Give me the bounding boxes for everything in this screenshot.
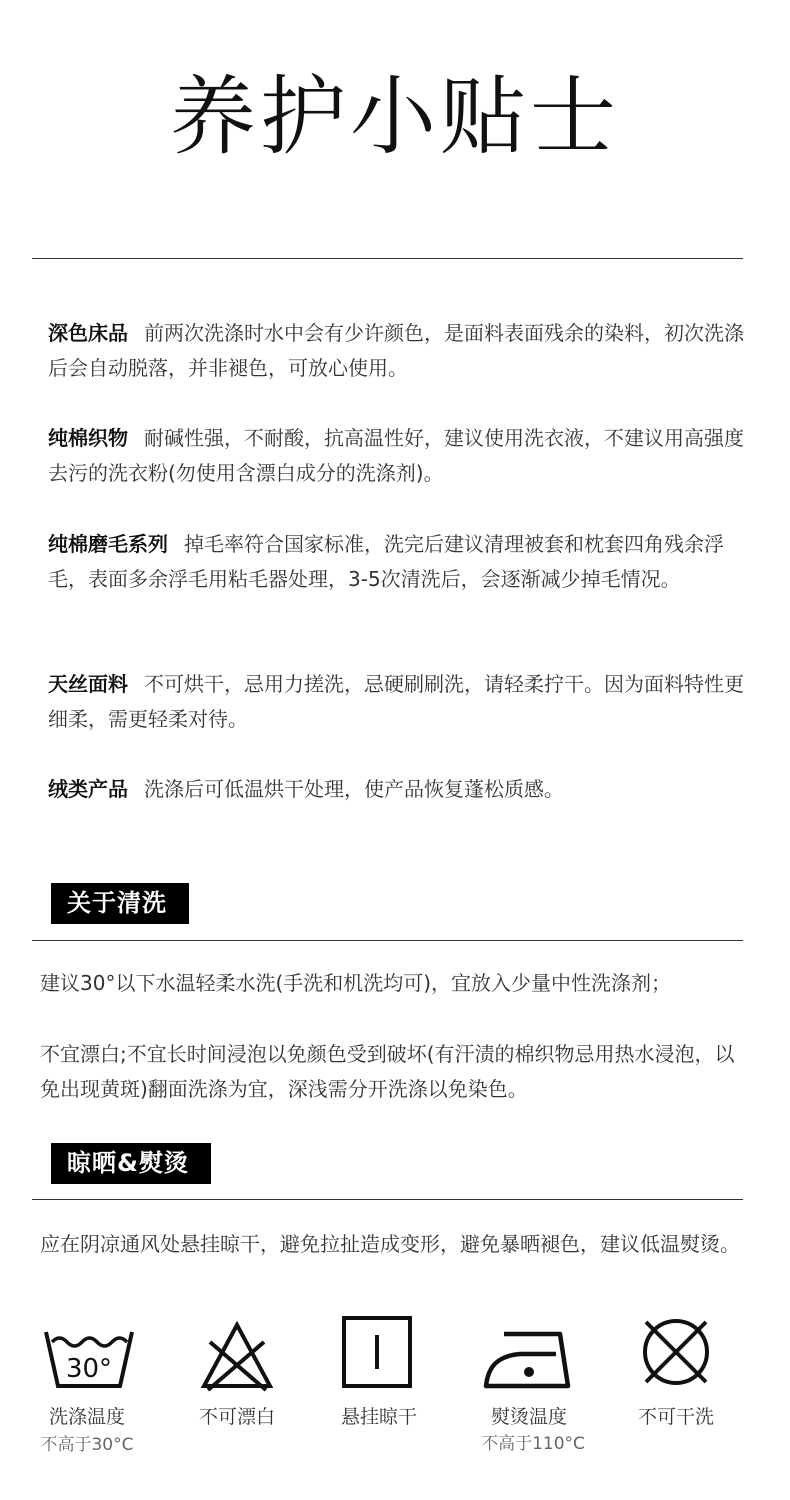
washing-paragraph-1: 建议30°以下水温轻柔水洗(手洗和机洗均可)，宜放入少量中性洗涤剂； (40, 971, 672, 995)
divider (32, 1199, 743, 1200)
no-dry-clean-icon (638, 1314, 714, 1390)
page-title: 养护小贴士 (170, 67, 620, 167)
hang-dry-icon (341, 1315, 413, 1389)
tip-text: 不可烘干，忌用力搓洗，忌硬刷刷洗，请轻柔拧干。因为面料特性更细柔，需更轻柔对待。 (48, 672, 744, 731)
drying-paragraph: 应在阴凉通风处悬挂晾干，避免拉扯造成变形，避免暴晒褪色，建议低温熨烫。 (40, 1232, 740, 1256)
tip-label: 纯棉织物 (48, 426, 128, 450)
tip-dark-bedding (48, 316, 748, 386)
tip-tencel (48, 667, 748, 737)
tip-label: 纯棉磨毛系列 (48, 532, 168, 556)
no-bleach-icon (200, 1320, 274, 1394)
wash-temp-text: 30° (65, 1354, 113, 1384)
tip-cotton (48, 421, 748, 491)
hang-dry-label: 悬挂晾干 (340, 1406, 417, 1428)
wash-temp-label: 洗涤温度 (48, 1406, 125, 1428)
no-bleach-label: 不可漂白 (198, 1406, 275, 1428)
no-dry-clean-label: 不可干洗 (637, 1406, 714, 1428)
iron-temp-label: 熨烫温度 (490, 1406, 567, 1428)
iron-icon (480, 1326, 576, 1392)
washing-paragraph-2: 不宜漂白;不宜长时间浸泡以免颜色受到破坏(有汗渍的棉织物忌用热水浸泡，以免出现黄斑)翻面洗涤为宜，深浅需分开洗涤以免染色。 (40, 1042, 735, 1101)
wash-temp-sub: 不高于30°C (40, 1435, 134, 1455)
tip-text: 耐碱性强，不耐酸，抗高温性好，建议使用洗衣液，不建议用高强度去污的洗衣粉(勿使用含漂白成分的洗涤剂)。 (48, 426, 744, 485)
divider (32, 940, 743, 941)
tip-label: 绒类产品 (48, 777, 128, 801)
tip-velvet (48, 772, 748, 807)
washing-heading: 关于清洗 (51, 883, 189, 924)
tip-text: 前两次洗涤时水中会有少许颜色，是面料表面残余的染料，初次洗涤后会自动脱落，并非褪色，可放心使用。 (48, 321, 744, 380)
iron-temp-sub: 不高于110°C (481, 1434, 585, 1454)
tip-text: 掉毛率符合国家标准，洗完后建议清理被套和枕套四角残余浮毛，表面多余浮毛用粘毛器处理，3-5次清洗后，会逐渐减少掉毛情况。 (48, 532, 724, 591)
drying-heading: 晾晒&熨烫 (51, 1143, 211, 1184)
tip-brushed-cotton (48, 527, 748, 597)
tip-label: 深色床品 (48, 321, 128, 345)
divider (32, 258, 743, 259)
tip-label: 天丝面料 (48, 672, 128, 696)
wash-30-icon (42, 1328, 136, 1390)
tip-text: 洗涤后可低温烘干处理，使产品恢复蓬松质感。 (144, 777, 564, 801)
